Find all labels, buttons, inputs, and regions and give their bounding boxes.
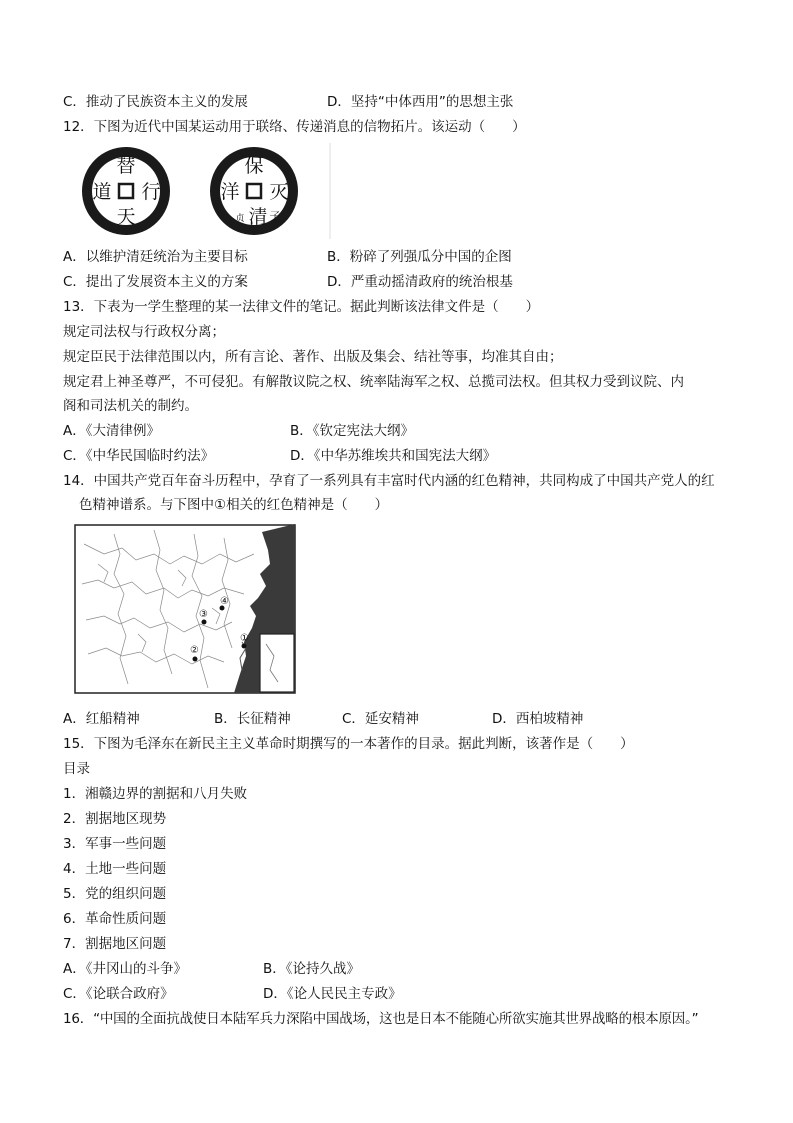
map-marker-dot-1 [242,644,247,649]
q14-option-b: B．长征精神 [214,711,291,727]
coin-1-char-top: 替 [116,155,136,177]
q12-coin-rubbings [78,141,333,241]
map-marker-dot-3 [202,620,207,625]
map-marker-label-3: ③ [199,609,208,620]
q14-stem-line-2: 色精神谱系。与下图中①相关的红色精神是（ ） [79,497,389,513]
q15-toc-item-2: 2．割据地区现势 [63,811,167,827]
q15-toc-item-1: 1．湘赣边界的割据和八月失败 [63,786,248,802]
q15-toc-title: 目录 [63,761,90,777]
q12-option-a: A．以维护清廷统治为主要目标 [63,249,248,265]
q15-toc-item-7: 7．割据地区问题 [63,936,167,952]
q15-option-b: B．《论持久战》 [263,961,361,977]
q15-toc-item-5: 5．党的组织问题 [63,886,167,902]
map-marker-label-2: ② [190,645,199,656]
q12-option-c: C．提出了发展资本主义的方案 [63,274,248,290]
coin-2 [210,147,298,235]
coin-2-char-right: 灭 [269,181,289,203]
map-marker-label-4: ④ [220,596,229,607]
q12-stem: 12．下图为近代中国某运动用于联络、传递消息的信物拓片。该运动（ ） [63,119,526,135]
q11-option-d: D．坚持“中体西用”的思想主张 [327,94,514,110]
coin-rubbing-image [78,141,333,241]
q14-stem-line-1: 14．中国共产党百年奋斗历程中，孕育了一系列具有丰富时代内涵的红色精神，共同构成了中国共产党人的红 [63,473,715,489]
map-marker-label-1: ① [240,633,249,644]
q15-toc-item-3: 3．军事一些问题 [63,836,167,852]
q12-option-b: B．粉碎了列强瓜分中国的企图 [327,249,512,265]
q13-note-2: 规定臣民于法律范围以内，所有言论、著作、出版及集会、结社等事，均准其自由； [63,349,563,365]
q13-option-b: B．《钦定宪法大纲》 [290,423,415,439]
q14-option-c: C．延安精神 [342,711,419,727]
coin-1-char-left: 道 [92,181,112,203]
q14-option-d: D．西柏坡精神 [492,711,584,727]
q13-option-c: C．《中华民国临时约法》 [63,448,215,464]
coin-2-char-bottom: 清 [248,206,268,228]
q11-option-c: C．推动了民族资本主义的发展 [63,94,248,110]
china-map-image [74,524,296,694]
coin-2-char-top: 保 [244,155,264,177]
q13-note-3a: 规定君上神圣尊严，不可侵犯。有解散议院之权、统率陆海军之权、总揽司法权。但其权力受到议院、内 [63,374,684,390]
map-marker-dot-2 [193,657,198,662]
q13-note-3b: 阁和司法机关的制约。 [63,398,198,414]
coin-1 [82,147,170,235]
q14-china-map [74,524,296,694]
q12-option-d: D．严重动摇清政府的统治根基 [327,274,513,290]
q16-stem: 16．“中国的全面抗战使日本陆军兵力深陷中国战场，这也是日本不能随心所欲实施其世界战略的根本原因。” [63,1011,699,1027]
q15-toc-item-6: 6．革命性质问题 [63,911,167,927]
q13-note-1: 规定司法权与行政权分离； [63,324,225,340]
q13-option-d: D．《中华苏维埃共和国宪法大纲》 [290,448,497,464]
q13-option-a: A．《大清律例》 [63,423,160,439]
q15-stem: 15．下图为毛泽东在新民主主义革命时期撰写的一本著作的目录。据此判断，该著作是（ ） [63,736,634,752]
q15-option-d: D．《论人民民主专政》 [263,986,402,1002]
q15-option-c: C．《论联合政府》 [63,986,174,1002]
q15-toc-item-4: 4．土地一些问题 [63,861,167,877]
q14-option-a: A．红船精神 [63,711,140,727]
coin-2-char-left: 洋 [220,181,240,203]
coin-2-char-small-left: 贞 [235,214,245,224]
coin-1-char-right: 行 [141,181,161,203]
q13-stem: 13．下表为一学生整理的某一法律文件的笔记。据此判断该法律文件是（ ） [63,299,540,315]
coin-1-char-bottom: 天 [116,206,136,228]
coin-2-char-small-right: 子 [269,210,281,223]
q15-option-a: A．《井冈山的斗争》 [63,961,187,977]
